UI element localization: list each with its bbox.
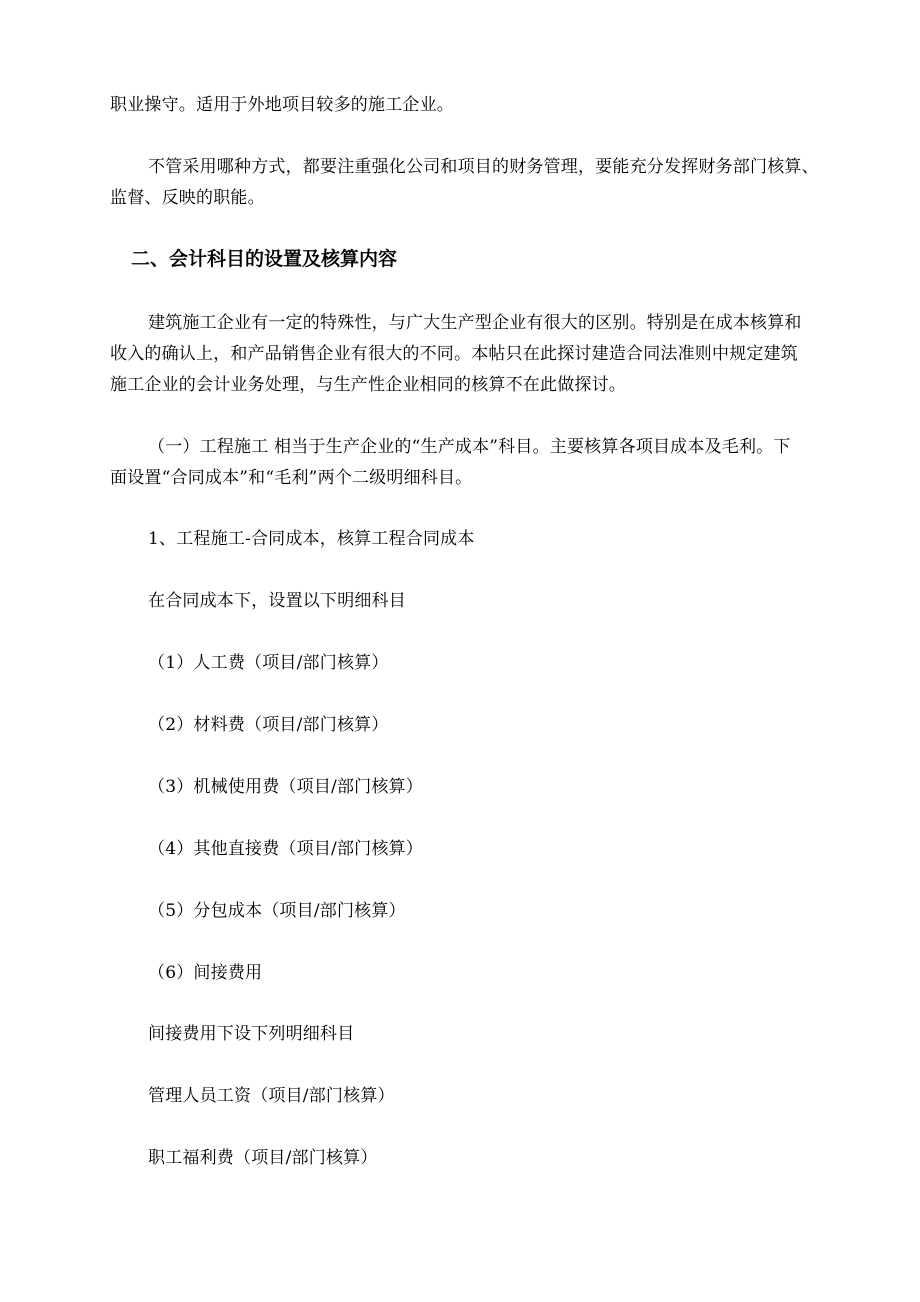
list-intro: 间接费用下设下列明细科目	[148, 1024, 355, 1044]
list-item: 管理人员工资（项目/部门核算）	[148, 1086, 395, 1106]
paragraph-line: 面设置“合同成本”和“毛利”两个二级明细科目。	[110, 468, 473, 488]
list-item: 职工福利费（项目/部门核算）	[148, 1148, 378, 1168]
list-heading: 1、工程施工-合同成本，核算工程合同成本	[148, 529, 475, 549]
list-item: （1）人工费（项目/部门核算）	[148, 653, 389, 673]
list-item: （2）材料费（项目/部门核算）	[148, 715, 389, 735]
section-heading: 二、会计科目的设置及核算内容	[131, 248, 398, 270]
list-intro: 在合同成本下，设置以下明细科目	[148, 591, 406, 611]
list-item: （5）分包成本（项目/部门核算）	[148, 901, 406, 921]
paragraph-line: 不管采用哪种方式，都要注重强化公司和项目的财务管理，要能充分发挥财务部门核算、	[148, 157, 819, 177]
paragraph-line: 建筑施工企业有一定的特殊性，与广大生产型企业有很大的区别。特别是在成本核算和	[148, 313, 802, 333]
list-item: （4）其他直接费（项目/部门核算）	[148, 839, 423, 859]
paragraph-line: 收入的确认上，和产品销售企业有很大的不同。本帖只在此探讨建造合同法准则中规定建筑	[110, 344, 798, 364]
paragraph-line: （一）工程施工 相当于生产企业的“生产成本”科目。主要核算各项目成本及毛利。下	[148, 437, 791, 457]
list-item: （3）机械使用费（项目/部门核算）	[148, 777, 423, 797]
paragraph-line: 施工企业的会计业务处理，与生产性企业相同的核算不在此做探讨。	[110, 375, 626, 395]
paragraph-line: 职业操守。适用于外地项目较多的施工企业。	[110, 95, 454, 115]
list-item: （6）间接费用	[148, 963, 263, 983]
paragraph-line: 监督、反映的职能。	[110, 188, 265, 208]
